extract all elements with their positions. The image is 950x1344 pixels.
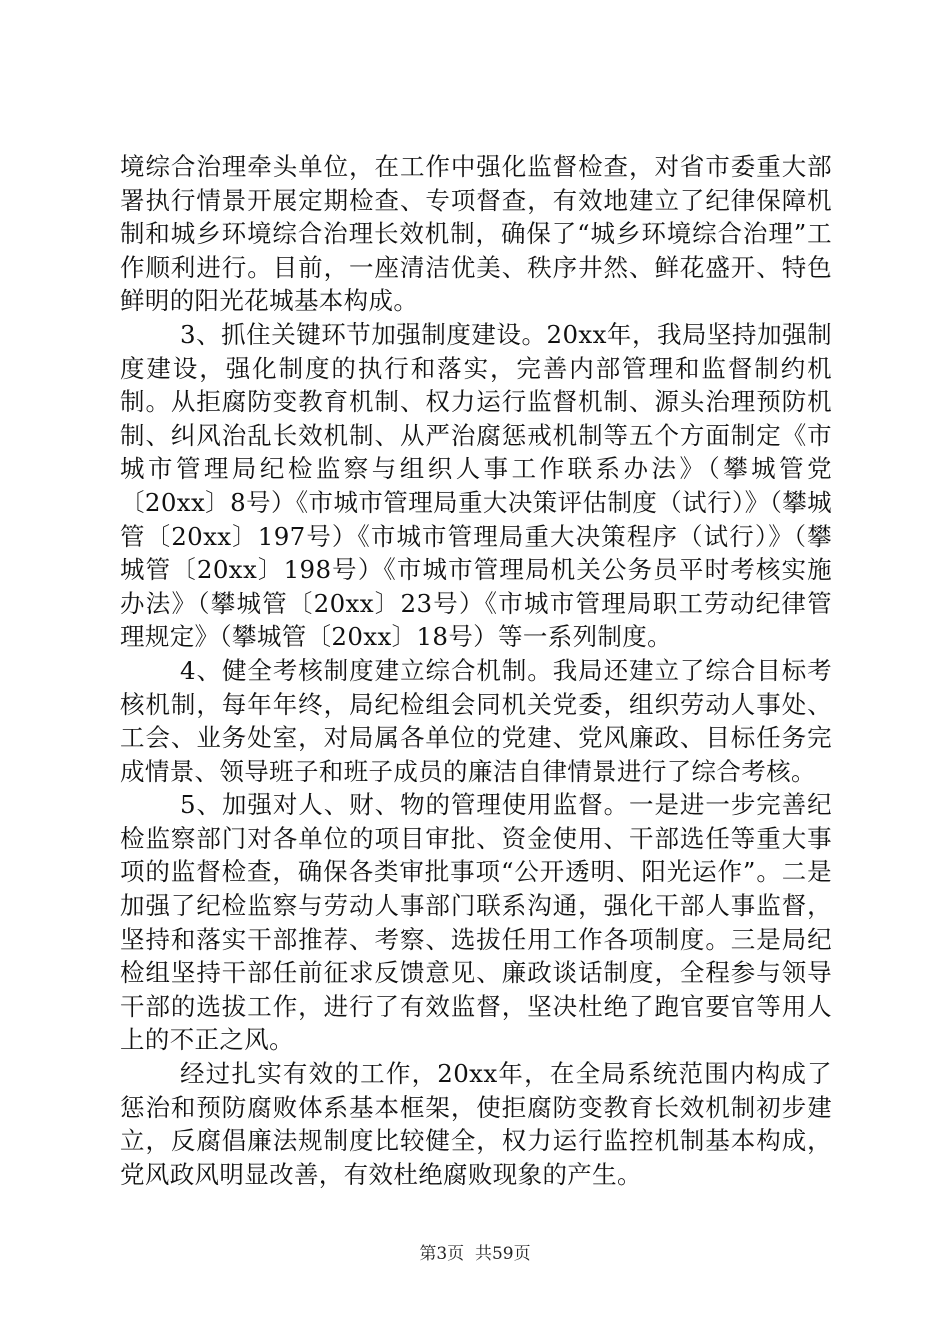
document-body xyxy=(120,150,832,1191)
page-footer xyxy=(0,1243,950,1265)
paragraph-supervision: 5、加强对人、财、物的管理使用监督。一是进一步完善纪检监察部门对各单位的项目审批、资金使用、干部选任等重大事项的监督检查，确保各类审批事项“公开透明、阳光运作”。二是加强了纪检监察与劳动人事部门联系沟通，强化干部人事监督，坚持和落实干部推荐、考察、选拔任用工作各项制度。三是局纪检组坚持干部任前征求反馈意见、廉政谈话制度，全程参与领导干部的选拔工作，进行了有效监督，坚决杜绝了跑官要官等用人上的不正之风。 xyxy=(120,790,832,1055)
paragraph-assessment: 4、健全考核制度建立综合机制。我局还建立了综合目标考核机制，每年年终，局纪检组会同机关党委，组织劳动人事处、工会、业务处室，对局属各单位的党建、党风廉政、目标任务完成情景、领导班子和班子成员的廉洁自律情景进行了综合考核。 xyxy=(120,655,832,786)
paragraph-continuation: 境综合治理牵头单位，在工作中强化监督检查，对省市委重大部署执行情景开展定期检查、专项督查，有效地建立了纪律保障机制和城乡环境综合治理长效机制，确保了“城乡环境综合治理”工作顺利进行。目前，一座清洁优美、秩序井然、鲜花盛开、特色鲜明的阳光花城基本构成。 xyxy=(120,152,832,316)
paragraph-system-building: 3、抓住关键环节加强制度建设。20xx年，我局坚持加强制度建设，强化制度的执行和落实，完善内部管理和监督制约机制。从拒腐防变教育机制、权力运行监督机制、源头治理预防机制、纠风治乱长效机制、从严治腐惩戒机制等五个方面制定《市城市管理局纪检监察与组织人事工作联系办法》（攀城管党〔20xx〕8号）《市城市管理局重大决策评估制度（试行）》（攀城管〔20xx〕197号）《市城市管理局重大决策程序（试行）》（攀城管〔20xx〕198号）《市城市管理局机关公务员平时考核实施办法》（攀城管〔20xx〕23号）《市城市管理局职工劳动纪律管理规定》（攀城管〔20xx〕18号）等一系列制度。 xyxy=(120,319,832,652)
page-number: 第3页 共59页 xyxy=(419,1244,531,1264)
paragraph-summary: 经过扎实有效的工作，20xx年，在全局系统范围内构成了惩治和预防腐败体系基本框架，使拒腐防变教育长效机制初步建立，反腐倡廉法规制度比较健全，权力运行监控机制基本构成，党风政风明显改善，有效杜绝腐败现象的产生。 xyxy=(120,1059,832,1189)
